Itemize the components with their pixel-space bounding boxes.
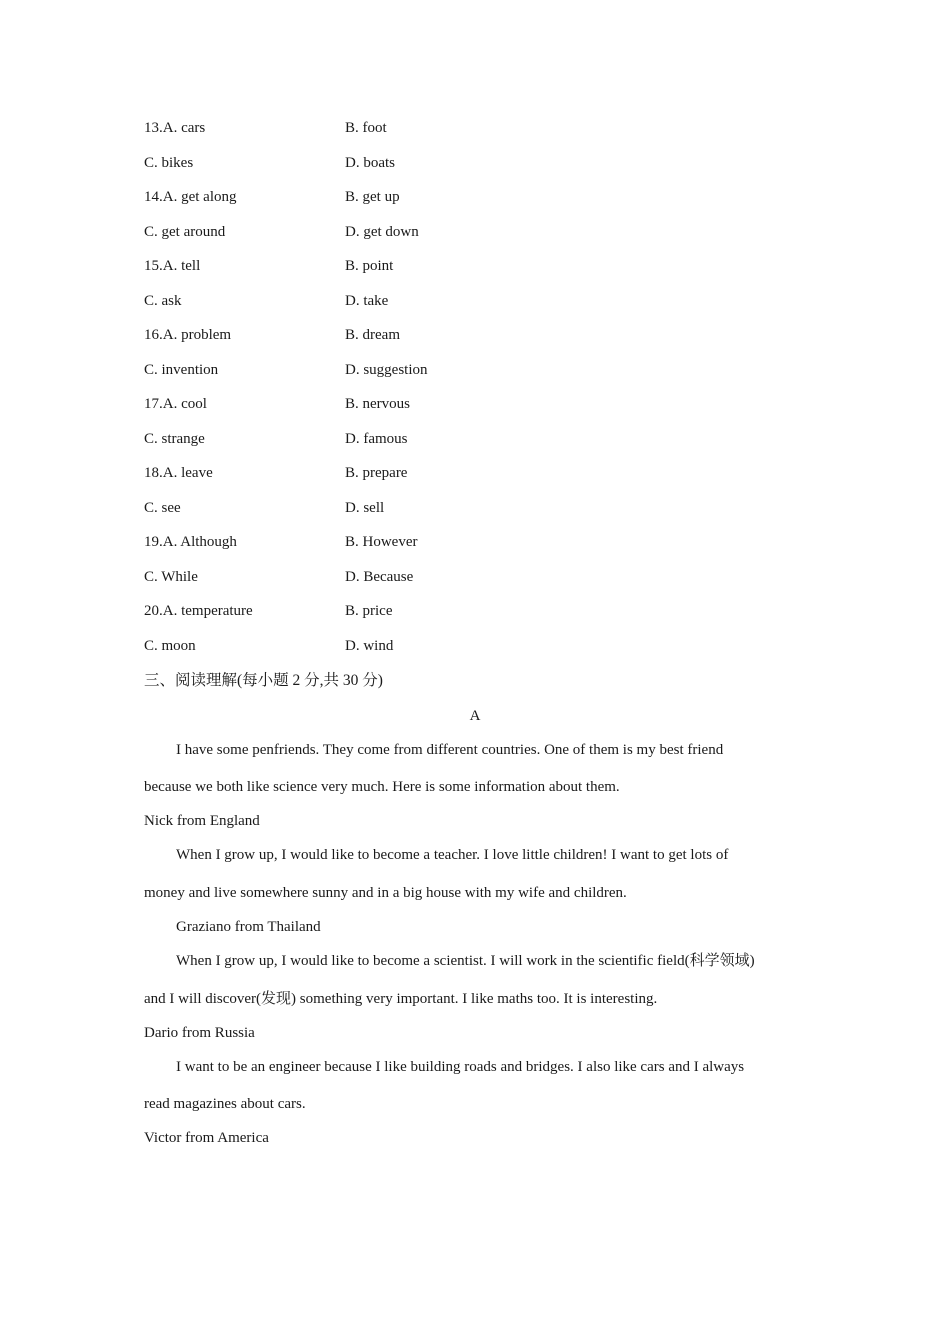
choice-row [144,498,564,533]
passage-line: read magazines about cars. [144,1096,306,1112]
choice-row [144,394,564,429]
option-c-14: C. get around [144,223,226,240]
passage-line: I want to be an engineer because I like building roads and bridges. I also like cars and I always [176,1059,745,1075]
option-a-17: 17.A. cool [144,396,207,412]
choice-row [144,187,564,222]
option-d-17: D. famous [345,430,408,447]
passage-line: and I will discover(发现) something very important. I like maths too. It is interesting. [144,991,658,1007]
answer-choices [144,118,564,670]
option-d-19: D. Because [345,568,414,585]
choice-row [144,636,564,671]
option-b-17: B. nervous [345,396,410,412]
option-b-13: B. foot [345,120,387,136]
option-c-13: C. bikes [144,154,194,171]
passage-line: because we both like science very much. Here is some information about them. [144,779,620,795]
penfriend-name: Nick from England [144,813,260,829]
choice-row [144,118,564,153]
option-d-13: D. boats [345,154,395,171]
penfriend-name: Victor from America [144,1130,269,1146]
option-c-19: C. While [144,568,198,585]
option-a-15: 15.A. tell [144,258,201,274]
option-b-20: B. price [345,603,393,619]
option-a-13: 13.A. cars [144,120,206,136]
option-b-16: B. dream [345,327,400,343]
choice-row [144,601,564,636]
choice-row [144,567,564,602]
option-c-15: C. ask [144,292,182,309]
choice-row [144,256,564,291]
choice-row [144,222,564,257]
reading-passage [144,740,804,1160]
option-d-15: D. take [345,292,389,309]
section-heading: 三、阅读理解(每小题 2 分,共 30 分) [144,672,383,689]
option-a-16: 16.A. problem [144,327,232,343]
choice-row [144,429,564,464]
option-d-20: D. wind [345,637,394,654]
choice-row [144,532,564,567]
option-d-18: D. sell [345,499,385,516]
passage-line: When I grow up, I would like to become a scientist. I will work in the scientific field(科学领域) [176,953,755,969]
choice-row [144,360,564,395]
choice-row [144,325,564,360]
choice-row [144,153,564,188]
option-d-14: D. get down [345,223,419,240]
option-c-17: C. strange [144,430,205,447]
option-d-16: D. suggestion [345,361,428,378]
choice-row [144,463,564,498]
option-c-16: C. invention [144,361,219,378]
option-b-14: B. get up [345,189,400,205]
option-a-19: 19.A. Although [144,534,237,550]
option-c-18: C. see [144,499,181,516]
option-a-20: 20.A. temperature [144,603,253,619]
option-b-15: B. point [345,258,394,274]
option-b-19: B. However [345,534,418,550]
option-a-18: 18.A. leave [144,465,213,481]
choice-row [144,291,564,326]
passage-label: A [469,708,481,724]
option-a-14: 14.A. get along [144,189,237,205]
penfriend-name: Graziano from Thailand [176,919,321,935]
passage-line: When I grow up, I would like to become a teacher. I love little children! I want to get lots of [176,847,729,863]
penfriend-name: Dario from Russia [144,1025,255,1041]
passage-line: I have some penfriends. They come from different countries. One of them is my best friend [176,742,724,758]
passage-line: money and live somewhere sunny and in a big house with my wife and children. [144,885,627,901]
option-b-18: B. prepare [345,465,408,481]
option-c-20: C. moon [144,637,196,654]
